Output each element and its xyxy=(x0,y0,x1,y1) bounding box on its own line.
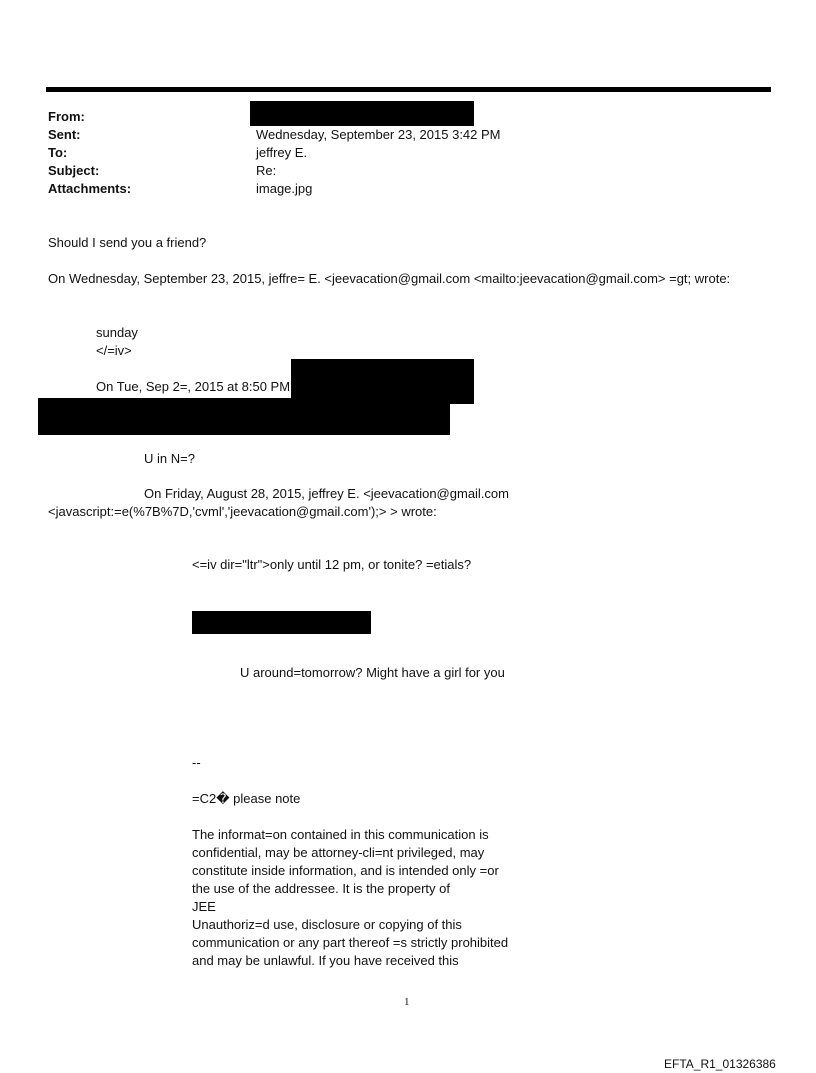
disclaimer-line-8: and may be unlawful. If you have received this xyxy=(192,953,459,968)
redaction-block-2 xyxy=(38,398,450,435)
quote-text-u-around: U around=tomorrow? Might have a girl for you xyxy=(240,665,505,680)
quote-text-tag: </=iv> xyxy=(96,343,132,358)
quote-header-1: On Wednesday, September 23, 2015, jeffre= E. <jeevacation@gmail.com <mailto:jeevacation@gmail.com> =gt; wrote: xyxy=(48,271,731,286)
quote-header-3-line1: On Friday, August 28, 2015, jeffrey E. <jeevacation@gmail.com xyxy=(144,486,509,501)
quote-header-3-line2: <javascript:=e(%7B%7D,'cvml','jeevacation@gmail.com');> > wrote: xyxy=(48,504,437,519)
disclaimer-line-3: constitute inside information, and is intended only =or xyxy=(192,863,499,878)
disclaimer-line-2: confidential, may be attorney-cli=nt privileged, may xyxy=(192,845,485,860)
page-number: 1 xyxy=(404,996,410,1008)
redaction-block-3 xyxy=(192,611,371,634)
message-line-1: Should I send you a friend? xyxy=(48,235,207,250)
subject-label: Subject: xyxy=(48,163,100,178)
signature-dashes: -- xyxy=(192,755,201,770)
disclaimer-line-4: the use of the addressee. It is the property of xyxy=(192,881,450,896)
to-value: jeffrey E. xyxy=(256,145,308,160)
disclaimer-line-1: The informat=on contained in this communication is xyxy=(192,827,489,842)
attachments-label: Attachments: xyxy=(48,181,132,196)
document-id: EFTA_R1_01326386 xyxy=(664,1057,776,1071)
quote-text-u-in-n: U in N=? xyxy=(144,451,195,466)
header-rule xyxy=(46,87,771,92)
disclaimer-line-5: JEE xyxy=(192,899,216,914)
quote-header-2: On Tue, Sep 2=, 2015 at 8:50 PM xyxy=(96,379,291,394)
attachments-value: image.jpg xyxy=(256,181,313,196)
signature-note: =C2� please note xyxy=(192,791,301,806)
to-label: To: xyxy=(48,145,68,160)
disclaimer-line-7: communication or any part thereof =s strictly prohibited xyxy=(192,935,509,950)
quote-text-only-until: <=iv dir="ltr">only until 12 pm, or tonite? =etials? xyxy=(192,557,472,572)
quote-text-sunday: sunday xyxy=(96,325,138,340)
from-redaction xyxy=(250,101,474,126)
sent-value: Wednesday, September 23, 2015 3:42 PM xyxy=(256,127,501,142)
disclaimer-line-6: Unauthoriz=d use, disclosure or copying of this xyxy=(192,917,462,932)
sent-label: Sent: xyxy=(48,127,81,142)
from-label: From: xyxy=(48,109,85,124)
subject-value: Re: xyxy=(256,163,277,178)
